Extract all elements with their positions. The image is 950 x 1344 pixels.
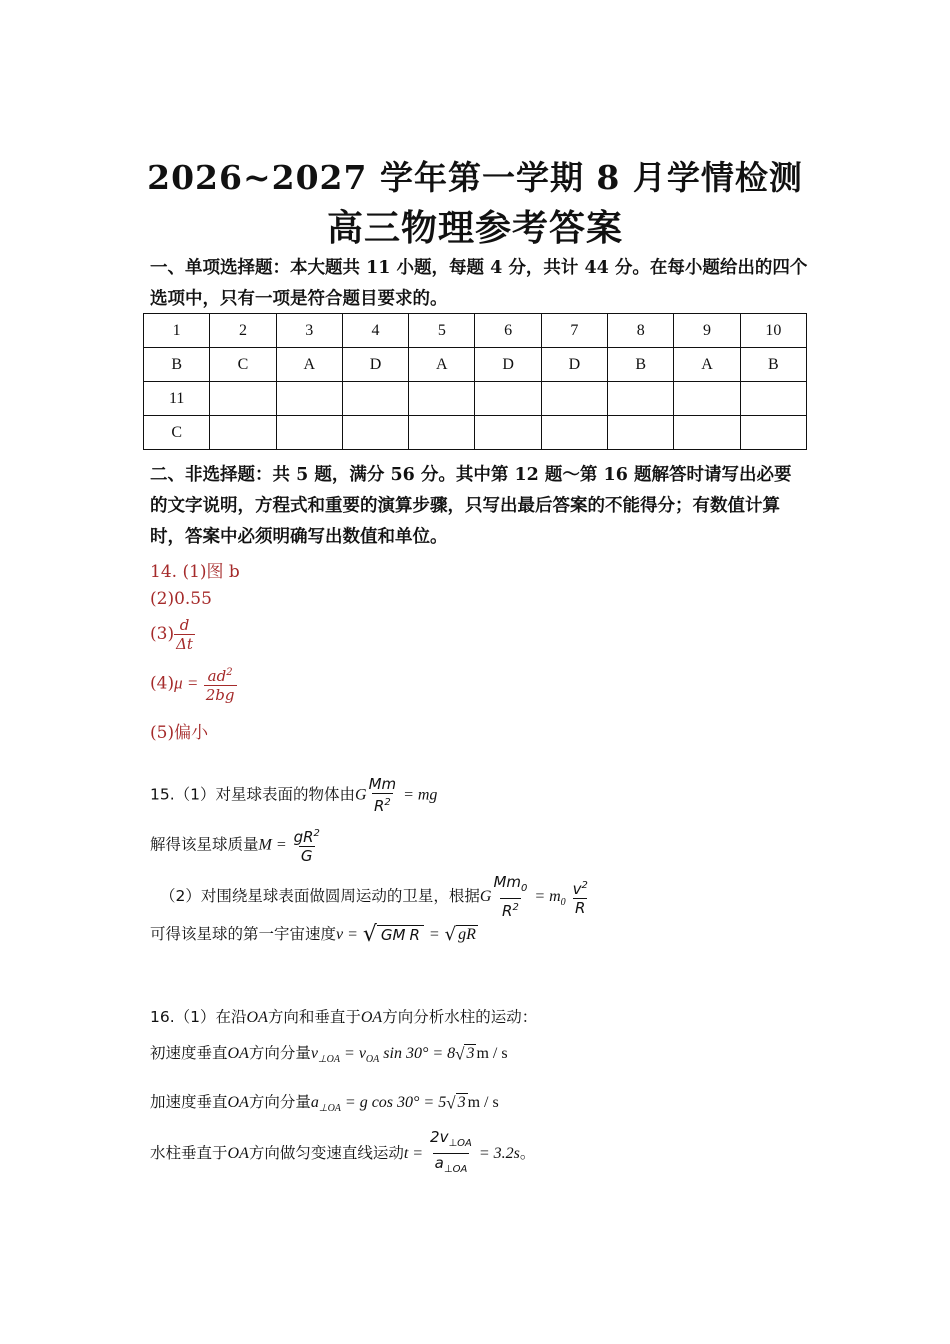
q14-answer-4 bbox=[150, 664, 237, 704]
q15-sqrt-gr: gR bbox=[458, 926, 476, 943]
q15-sqrt-fraction: GM R bbox=[377, 925, 424, 944]
table-cell: 5 bbox=[409, 314, 475, 348]
table-cell bbox=[210, 382, 276, 416]
table-cell bbox=[608, 416, 674, 450]
table-cell bbox=[541, 382, 607, 416]
q16-fraction-t: $\frac{2v_{\perp OA}}{a_{\perp OA}}$ bbox=[428, 1128, 474, 1179]
table-row bbox=[144, 416, 807, 450]
table-cell: D bbox=[342, 348, 408, 382]
table-cell bbox=[475, 416, 541, 450]
q14-answer-3-fraction bbox=[174, 616, 195, 653]
table-cell: 9 bbox=[674, 314, 740, 348]
table-cell bbox=[342, 416, 408, 450]
table-cell: D bbox=[475, 348, 541, 382]
q14-answer-2: (2)0.55 bbox=[150, 589, 212, 609]
q15-line-3: （2）对围绕星球表面做圆周运动的卫星，根据G $\frac{Mm_0}{R^2}$ = $m_0$ $\frac{v^2}{R}$ bbox=[160, 873, 588, 920]
table-cell: 10 bbox=[740, 314, 806, 348]
q16-line-2: 初速度垂直OA方向分量$v_{\perp OA} = v_{OA}$ sin 30° = 8√ 3 m / s bbox=[150, 1044, 508, 1066]
fraction-denominator: 2bg bbox=[205, 686, 235, 704]
table-cell: 4 bbox=[342, 314, 408, 348]
table-cell: 7 bbox=[541, 314, 607, 348]
q14-answer-3-label: (3) bbox=[150, 624, 175, 644]
table-cell: A bbox=[674, 348, 740, 382]
q16-line-4: 水柱垂直于OA方向做匀变速直线运动t = $\frac{2v_{\perp OA}}{a_{\perp OA}}$ = 3.2s。 bbox=[150, 1128, 535, 1179]
q15-fraction-3: $\frac{Mm_0}{R^2}$ bbox=[493, 873, 528, 920]
table-cell: 3 bbox=[276, 314, 342, 348]
q15-fraction-4: $\frac{v^2}{R}$ bbox=[572, 879, 588, 917]
q15-line-2: 解得该星球质量M = $\frac{gR^2}{G}$ bbox=[150, 825, 322, 865]
section-1-heading: 一、单项选择题：本大题共 11 小题，每题 4 分，共计 44 分。在每小题给出的四个选项中，只有一项是符合题目要求的。 bbox=[150, 258, 808, 309]
q14-answer-3 bbox=[150, 616, 195, 653]
table-cell: 11 bbox=[144, 382, 210, 416]
fraction-numerator: $ad^2$ bbox=[207, 667, 233, 685]
table-cell: A bbox=[409, 348, 475, 382]
table-cell bbox=[409, 416, 475, 450]
table-cell bbox=[342, 382, 408, 416]
q14-answer-5: (5)偏小 bbox=[150, 723, 209, 743]
table-cell bbox=[674, 382, 740, 416]
table-row bbox=[144, 348, 807, 382]
title-line-1: 2026~2027 学年第一学期 8 月学情检测 bbox=[147, 158, 803, 197]
q15-line-4: 可得该星球的第一宇宙速度v = √ GM R = √ gR bbox=[150, 922, 476, 947]
table-cell bbox=[210, 416, 276, 450]
q16-line-3: 加速度垂直OA方向分量$a_{\perp OA} = g$ cos 30° = 5√ 3 m / s bbox=[150, 1093, 499, 1115]
fraction-denominator: Δt bbox=[176, 635, 193, 653]
q16-line-1: 16.（1）在沿OA方向和垂直于OA方向分析水柱的运动： bbox=[150, 1008, 538, 1026]
table-cell: C bbox=[144, 416, 210, 450]
table-cell: B bbox=[144, 348, 210, 382]
table-cell: D bbox=[541, 348, 607, 382]
answer-table bbox=[143, 313, 807, 450]
table-cell: 6 bbox=[475, 314, 541, 348]
table-cell bbox=[674, 416, 740, 450]
q15-fraction-2: $\frac{gR^2}{G}$ bbox=[293, 828, 320, 865]
table-cell bbox=[740, 416, 806, 450]
table-cell bbox=[276, 416, 342, 450]
q14-answer-1: 14. (1)图 b bbox=[150, 562, 240, 582]
table-cell bbox=[409, 382, 475, 416]
table-cell: A bbox=[276, 348, 342, 382]
table-cell bbox=[740, 382, 806, 416]
q15-fraction-1: $\frac{Mm}{R^2}$ bbox=[368, 775, 397, 815]
fraction-numerator: d bbox=[179, 616, 190, 634]
table-cell bbox=[608, 382, 674, 416]
table-cell: B bbox=[740, 348, 806, 382]
table-row bbox=[144, 382, 807, 416]
table-cell bbox=[475, 382, 541, 416]
q14-mu-symbol: μ = bbox=[174, 673, 199, 693]
title-line-2: 高三物理参考答案 bbox=[326, 207, 623, 249]
q14-answer-4-fraction bbox=[204, 664, 237, 704]
table-cell: B bbox=[608, 348, 674, 382]
table-cell: 2 bbox=[210, 314, 276, 348]
table-cell: 8 bbox=[608, 314, 674, 348]
q15-line-1: 15.（1）对星球表面的物体由G $\frac{Mm}{R^2}$ = mg bbox=[150, 775, 438, 815]
table-cell: 1 bbox=[144, 314, 210, 348]
section-2-heading: 二、非选择题：共 5 题，满分 56 分。其中第 12 题～第 16 题解答时请写出必要的文字说明，方程式和重要的演算步骤，只写出最后答案的不能得分；有数值计算时，答案中必须明确写出数值和单位。 bbox=[150, 465, 792, 547]
table-row bbox=[144, 314, 807, 348]
table-cell bbox=[541, 416, 607, 450]
table-cell: C bbox=[210, 348, 276, 382]
q14-answer-4-label: (4) bbox=[150, 673, 175, 694]
table-cell bbox=[276, 382, 342, 416]
